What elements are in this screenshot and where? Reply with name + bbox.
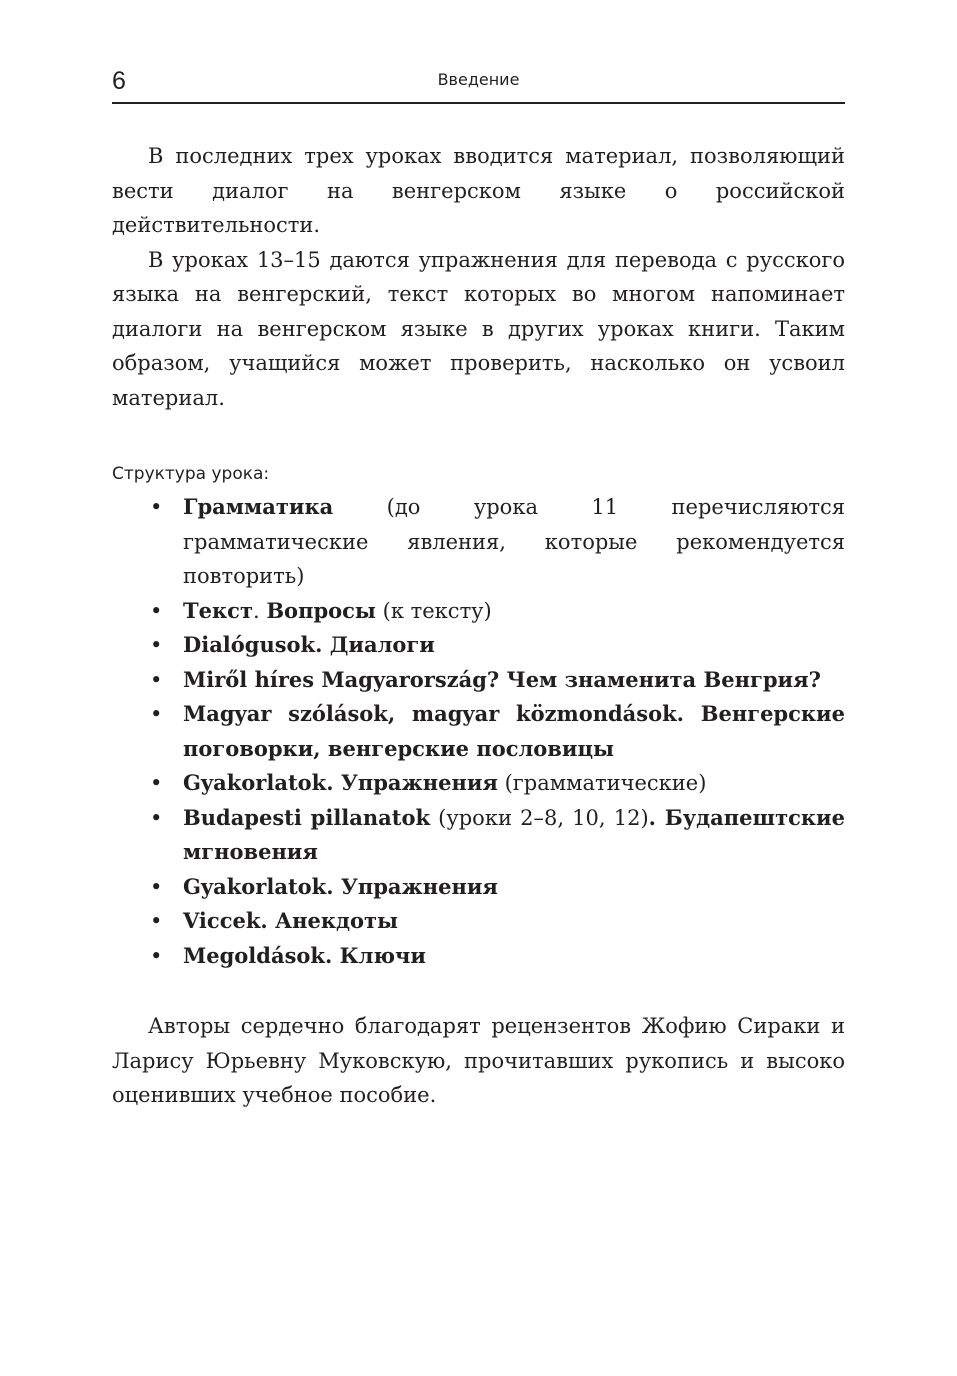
item-title-secondary: Вопросы <box>266 597 376 623</box>
bullet-icon: • <box>150 874 163 899</box>
paragraph-intro: В последних трех уроках вводится материал, позволяющий вести диалог на венгерском языке о российской действительности. <box>112 144 845 237</box>
list-item <box>112 663 845 698</box>
paragraph-acknowledgements: Авторы сердечно благодарят рецензентов Жофию Сираки и Ларису Юрьевну Муковскую, прочитавших рукопись и высоко оценивших учебное пособие. <box>112 1014 845 1107</box>
bullet-icon: • <box>150 771 163 795</box>
item-separator: . <box>252 598 267 623</box>
list-item <box>112 766 845 801</box>
item-title: Viccek. Анекдоты <box>183 908 399 933</box>
page-header <box>112 62 845 104</box>
item-title: Miről híres Magyarország? Чем знаменита Венгрия? <box>183 666 821 692</box>
item-title: Budapesti pillanatok <box>183 804 431 830</box>
running-head: Введение <box>437 70 520 89</box>
list-item <box>112 594 845 629</box>
item-title: Gyakorlatok. Упражнения <box>183 873 498 899</box>
bullet-icon: • <box>150 702 163 726</box>
item-title: Gyakorlatok. Упражнения <box>183 770 498 795</box>
list-item <box>112 904 845 939</box>
bullet-icon: • <box>150 633 163 657</box>
bullet-icon: • <box>150 805 163 830</box>
item-note: (грамматические) <box>497 771 707 795</box>
item-title: Текст <box>183 597 253 623</box>
item-title-secondary: . Будапештские мгновения <box>183 804 845 864</box>
bullet-icon: • <box>150 909 163 933</box>
bullet-icon: • <box>150 598 163 623</box>
page-number: 6 <box>112 67 126 95</box>
book-page <box>112 62 845 1113</box>
item-title: Magyar szólások, magyar közmondások. Венгерские поговорки, венгерские пословицы <box>183 701 845 761</box>
item-title: Dialógusok. Диалоги <box>183 632 435 657</box>
item-title: Megoldások. Ключи <box>183 942 426 968</box>
item-note: (к тексту) <box>375 598 492 623</box>
list-item <box>112 697 845 766</box>
item-title: Грамматика <box>183 494 334 519</box>
bullet-icon: • <box>150 943 163 968</box>
bullet-icon: • <box>150 667 163 692</box>
list-item <box>112 939 845 974</box>
item-note: (до урока 11 перечисляются грамматические явления, которые рекомендуется повторить) <box>183 495 845 588</box>
page-body <box>112 139 845 1113</box>
bullet-icon: • <box>150 495 163 519</box>
list-item <box>112 490 845 594</box>
paragraph-exercises: В уроках 13–15 даются упражнения для перевода с русского языка на венгерский, текст которых во многом напоминает диалоги на венгерском языке в других уроках книги. Таким образом, учащийся может проверить, насколько он усвоил материал. <box>112 247 845 410</box>
list-item <box>112 801 845 870</box>
structure-list <box>112 490 845 973</box>
list-item <box>112 628 845 663</box>
list-item <box>112 870 845 905</box>
item-note: (уроки 2–8, 10, 12) <box>430 805 649 830</box>
structure-heading: Структура урока: <box>112 464 270 484</box>
